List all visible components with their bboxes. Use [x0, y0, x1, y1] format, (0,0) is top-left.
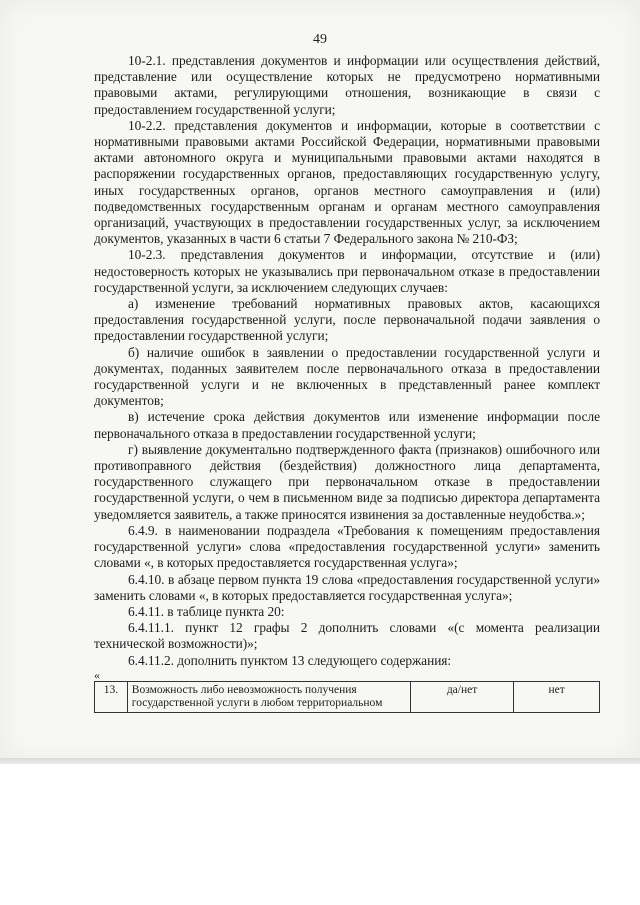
opening-quote: «: [94, 667, 100, 682]
paragraph-10-2-1: 10-2.1. представления документов и информации или осуществления действий, представление или осуществление которых не предусмотрено нормативными правовыми актами, регулирующими отношения, возникающие в связи с предоставлением государственной услуги;: [94, 53, 600, 117]
paragraph-item-a: а) изменение требований нормативных правовых актов, касающихся предоставления государственной услуги, после первоначальной подачи заявления о предоставлении государственной услуги;: [94, 296, 600, 344]
paragraph-item-v: в) истечение срока действия документов или изменение информации после первоначального отказа в предоставлении государственной услуги;: [94, 409, 600, 441]
table-row: [95, 681, 600, 712]
paragraph-item-b: б) наличие ошибок в заявлении о предоставлении государственной услуги и документах, поданных заявителем после первоначального отказа в предоставлении государственной услуги и не включенных в представленный ранее комплект документов;: [94, 344, 600, 409]
table-cell-value-2: нет: [514, 681, 600, 712]
paragraph-10-2-2: 10-2.2. представления документов и информации, которые в соответствии с нормативными правовыми актами Российской Федерации, нормативными правовыми актами автономного округа и муниципальными правовыми актами находятся в распоряжении государственных органов, предоставляющих государственную услугу, иных государственных органов, органов местного самоуправления и (или) подведомственных государственным органам и органам местного самоуправления организаций, участвующих в предоставлении государственных услуг, за исключением документов, указанных в части 6 статьи 7 Федерального закона № 210-ФЗ;: [94, 117, 600, 247]
page-number: 49: [313, 32, 327, 47]
paragraph-6-4-10: 6.4.10. в абзаце первом пункта 19 слова «предоставления государственной услуги» заменить словами «, в которых предоставляется государственная услуга»;: [94, 571, 600, 603]
paragraph-6-4-11-1: 6.4.11.1. пункт 12 графы 2 дополнить словами «(с момента реализации технической возможности)»;: [94, 620, 600, 652]
document-body: [94, 53, 600, 713]
paragraph-6-4-9: 6.4.9. в наименовании подраздела «Требования к помещениям предоставления государственной услуги» слова «предоставления государственной услуги» заменить словами «, в которых предоставляется государственная услуга»;: [94, 522, 600, 571]
table-cell-value-1: да/нет: [410, 681, 513, 712]
paragraph-6-4-11-2: 6.4.11.2. дополнить пунктом 13 следующего содержания:: [128, 652, 452, 668]
page-bottom-edge: [0, 758, 640, 764]
table-cell-description: Возможность либо невозможность получения государственной услуги в любом территориальном: [127, 681, 410, 712]
table-item-13: [94, 681, 600, 713]
paragraph-10-2-3: 10-2.3. представления документов и информации, отсутствие и (или) недостоверность которых не указывались при первоначальном отказе в предоставлении государственной услуги, за исключением следующих случаев:: [94, 247, 600, 295]
table-cell-number: 13.: [95, 681, 128, 712]
paragraph-item-g: г) выявление документально подтвержденного факта (признаков) ошибочного или противоправного действия (бездействия) должностного лица департамента, государственного служащего при первоначальном отказе в предоставлении государственной услуги, о чем в письменном виде за подписью директора департамента уведомляется заявитель, а также приносятся извинения за доставленные неудобства.»;: [94, 441, 600, 522]
paragraph-6-4-11: 6.4.11. в таблице пункта 20:: [128, 603, 285, 619]
